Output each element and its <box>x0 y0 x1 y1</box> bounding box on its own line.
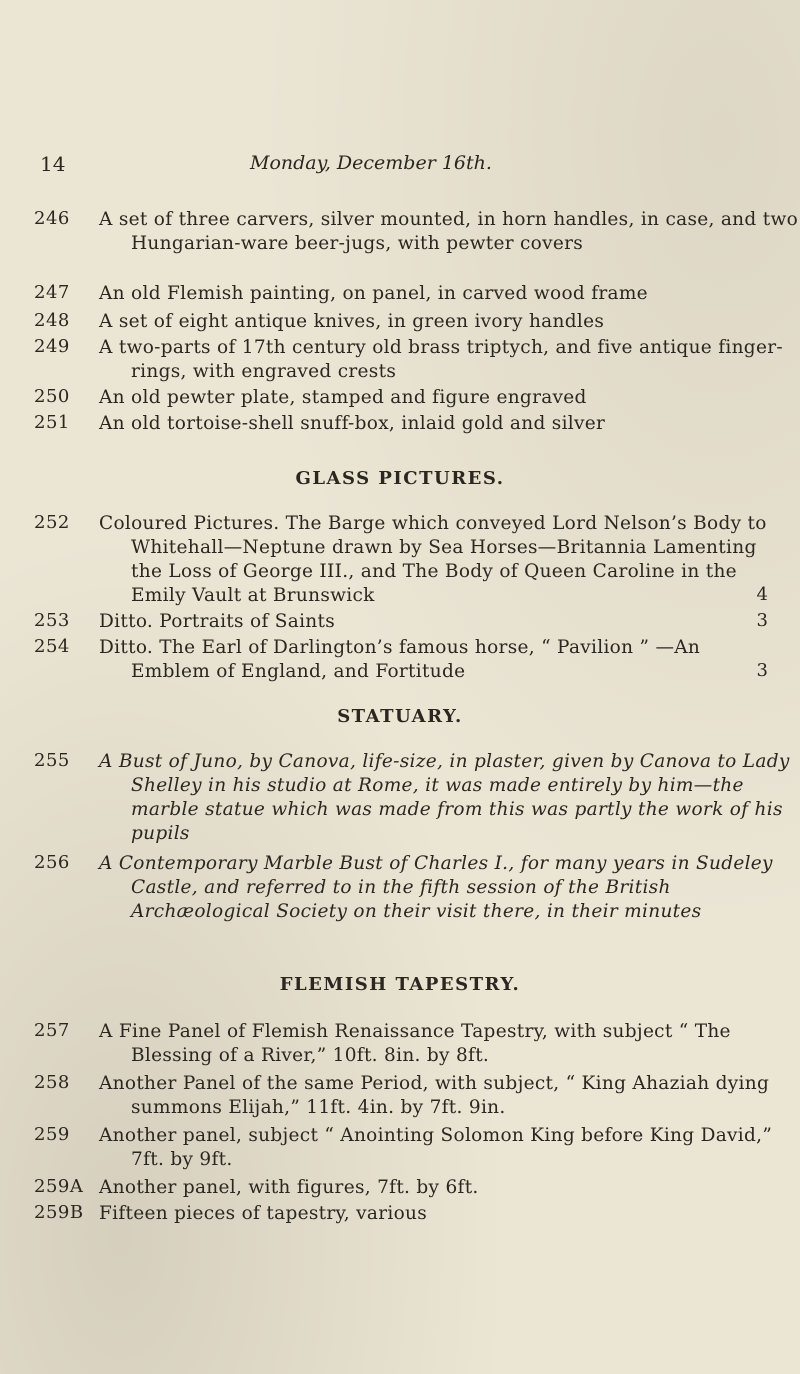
lot-number: 250 <box>34 386 70 407</box>
lot-description: Another panel, with figures, 7ft. by 6ft. <box>99 1177 479 1198</box>
lot-number: 252 <box>34 512 70 533</box>
lot-number: 251 <box>34 412 70 433</box>
section-heading-tapestry: FLEMISH TAPESTRY. <box>279 974 521 995</box>
page-header <box>0 152 800 182</box>
lot-number: 259B <box>34 1202 84 1223</box>
lot-number: 255 <box>34 750 70 771</box>
lot-description: A Contemporary Marble Bust of Charles I., for many years in Sudeley Castle, and referred to in the fifth session of the British Archæological Society on their visit there, in their minutes <box>99 853 773 922</box>
lot-description: An old Flemish painting, on panel, in carved wood frame <box>99 283 648 304</box>
section-heading-glass: GLASS PICTURES. <box>295 468 505 489</box>
lot-description: Ditto. The Earl of Darlington’s famous horse, “ Pavilion ” —An Emblem of England, and Fortitude <box>99 637 701 682</box>
lot-number: 247 <box>34 282 70 303</box>
lot-quantity: 3 <box>756 610 768 631</box>
lot-description: A set of three carvers, silver mounted, in horn handles, in case, and two Hungarian-ware beer-jugs, with pewter covers <box>99 209 799 254</box>
lot-quantity: 4 <box>756 584 768 605</box>
lot-description: An old tortoise-shell snuff-box, inlaid gold and silver <box>99 413 606 434</box>
lot-description: A two-parts of 17th century old brass triptych, and five antique finger-rings, with engraved crests <box>99 337 783 382</box>
lot-description: Another panel, subject “ Anointing Solomon King before King David,” 7ft. by 9ft. <box>99 1125 773 1170</box>
lot-number: 259A <box>34 1176 84 1197</box>
lot-description: Fifteen pieces of tapestry, various <box>99 1203 428 1224</box>
lot-quantity: 3 <box>756 660 768 681</box>
lot-description: An old pewter plate, stamped and figure engraved <box>99 387 587 408</box>
lot-description: A Fine Panel of Flemish Renaissance Tapestry, with subject “ The Blessing of a River,” 10ft. 8in. by 8ft. <box>99 1021 731 1066</box>
lot-number: 246 <box>34 208 70 229</box>
lot-description: Another Panel of the same Period, with subject, “ King Ahaziah dying summons Elijah,” 11ft. 4in. by 7ft. 9in. <box>99 1073 770 1118</box>
lot-number: 254 <box>34 636 70 657</box>
lot-number: 256 <box>34 852 70 873</box>
lot-number: 248 <box>34 310 70 331</box>
lot-number: 257 <box>34 1020 70 1041</box>
section-heading-statuary: STATUARY. <box>337 706 463 727</box>
day-title: Monday, December 16th. <box>250 152 492 174</box>
lot-number: 258 <box>34 1072 70 1093</box>
lot-number: 259 <box>34 1124 70 1145</box>
page-number: 14 <box>40 152 66 176</box>
lot-description: Coloured Pictures. The Barge which conveyed Lord Nelson’s Body to Whitehall—Neptune drawn by Sea Horses—Britannia Lamenting the Loss of George III., and The Body of Queen Caroline in the Emily Vault at Brunswick <box>99 513 767 606</box>
lot-number: 253 <box>34 610 70 631</box>
lot-number: 249 <box>34 336 70 357</box>
lot-description: Ditto. Portraits of Saints <box>99 611 336 632</box>
lot-description: A Bust of Juno, by Canova, life-size, in plaster, given by Canova to Lady Shelley in his studio at Rome, it was made entirely by him—the marble statue which was made from this was partly the work of his pupils <box>99 751 790 844</box>
lot-description: A set of eight antique knives, in green ivory handles <box>99 311 605 332</box>
